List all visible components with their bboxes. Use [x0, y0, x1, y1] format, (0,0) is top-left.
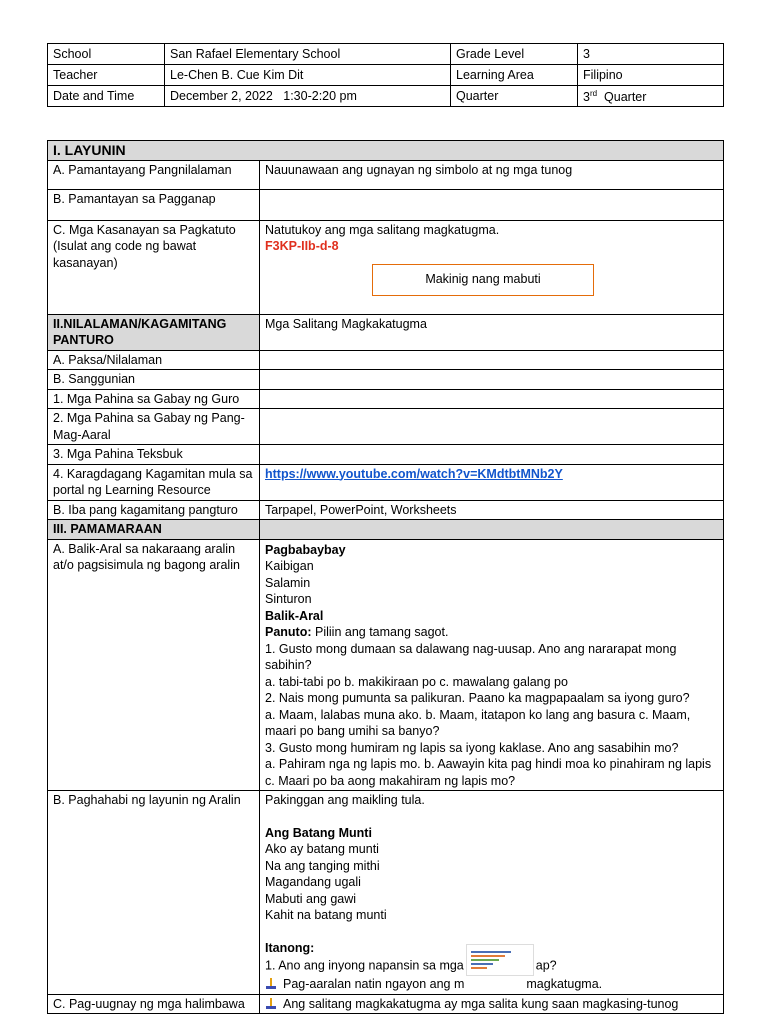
pag-uugnay-label: C. Pag-uugnay ng mga halimbawa	[48, 994, 260, 1014]
arrow-bullet-icon	[265, 978, 277, 990]
teacher-label: Teacher	[48, 65, 165, 86]
balik-aral-label: A. Balik-Aral sa nakaraang aralin at/o pagsisimula ng bagong aralin	[48, 539, 260, 791]
header-row-school	[48, 44, 724, 65]
pagganap-value	[260, 189, 724, 220]
balik-aral-heading: Balik-Aral	[265, 608, 324, 623]
teksbuk-value	[260, 445, 724, 465]
gabay-guro-label: 1. Mga Pahina sa Gabay ng Guro	[48, 389, 260, 409]
question-3: 3. Gusto mong humiram ng lapis sa iyong kaklase. Ano ang sasabihin mo?	[265, 740, 679, 755]
arrow-bullet-icon	[265, 998, 277, 1010]
bullet-text-start: Pag-aaralan natin ngayon ang m	[283, 977, 465, 991]
pag-uugnay-value: Ang salitang magkakatugma ay mga salita kung saan magkasing-tunog	[283, 996, 679, 1011]
paksa-row	[48, 350, 724, 370]
paghahabi-row	[48, 791, 724, 995]
quarter-word: Quarter	[604, 90, 647, 105]
quarter-value	[578, 86, 724, 107]
answer-3: a. Pahiram nga ng lapis mo. b. Aawayin kita pag hindi moa ko pinahiram ng lapis c. Maari po ba aong makahiram ng lapis mo?	[265, 757, 712, 788]
gabay-guro-row	[48, 389, 724, 409]
itanong-q-end: ap?	[535, 958, 557, 973]
panuto-line	[265, 624, 718, 641]
poem-line-2: Na ang tanging mithi	[265, 858, 380, 873]
poem-line-1: Ako ay batang munti	[265, 842, 379, 856]
question-2: 2. Nais mong pumunta sa palikuran. Paano ka magpapaalam sa iyong guro?	[265, 691, 690, 705]
pag-uugnay-bullet	[265, 996, 718, 1013]
spacer-2	[265, 924, 718, 940]
pagganap-row	[48, 189, 724, 220]
pamantayang-row	[48, 160, 724, 189]
paksa-label: A. Paksa/Nilalaman	[48, 350, 260, 370]
word-1: Kaibigan	[265, 559, 314, 573]
word-2: Salamin	[265, 575, 311, 590]
grade-level-label: Grade Level	[451, 44, 578, 65]
kasanayan-value: Natutukoy ang mga salitang magkatugma.	[265, 222, 500, 237]
kasanayan-value-cell	[260, 220, 724, 314]
learning-area-value: Filipino	[578, 65, 724, 86]
lesson-plan-table	[47, 140, 724, 1014]
sanggunian-row	[48, 370, 724, 390]
youtube-link[interactable]: https://www.youtube.com/watch?v=KMdtbtMNb2Y	[265, 466, 563, 481]
iba-label: B. Iba pang kagamitang pangturo	[48, 500, 260, 520]
school-label: School	[48, 44, 165, 65]
nilalaman-value: Mga Salitang Magkakatugma	[260, 314, 724, 350]
poem-line-4: Mabuti ang gawi	[265, 891, 357, 906]
pagganap-label: B. Pamantayan sa Pagganap	[48, 189, 260, 220]
kasanayan-code: F3KP-IIb-d-8	[265, 239, 339, 253]
itanong-question	[265, 956, 718, 976]
grade-level-value: 3	[578, 44, 724, 65]
spacer-1	[265, 809, 718, 825]
iba-row	[48, 500, 724, 520]
paghahabi-bullet	[265, 976, 718, 993]
gabay-mag-row	[48, 409, 724, 445]
quarter-label: Quarter	[451, 86, 578, 107]
makinig-text: Makinig nang mabuti	[425, 272, 541, 287]
header-table	[47, 43, 724, 107]
itanong-label: Itanong:	[265, 940, 315, 955]
quarter-number: 3	[583, 90, 590, 105]
sanggunian-value	[260, 370, 724, 390]
panuto-text: Piliin ang tamang sagot.	[311, 625, 449, 639]
question-1: 1. Gusto mong dumaan sa dalawang nag-uusap. Ano ang nararapat mong sabihin?	[265, 641, 677, 672]
gabay-mag-value	[260, 409, 724, 445]
pamantayang-label: A. Pamantayang Pangnilalaman	[48, 160, 260, 189]
makinig-box	[372, 264, 594, 296]
pagbabaybay-heading: Pagbabaybay	[265, 542, 346, 557]
paghahabi-content	[260, 791, 724, 995]
paghahabi-intro: Pakinggan ang maikling tula.	[265, 793, 425, 807]
karagdagang-label: 4. Karagdagang Kagamitan mula sa portal ng Learning Resource	[48, 464, 260, 500]
pamamaraan-heading: III. PAMAMARAAN	[48, 520, 260, 540]
bullet-text-end: magkatugma.	[526, 977, 603, 991]
learning-area-label: Learning Area	[451, 65, 578, 86]
header-row-date	[48, 86, 724, 107]
quarter-suffix: rd	[589, 89, 598, 99]
poem-line-5: Kahit na batang munti	[265, 908, 387, 922]
sanggunian-label: B. Sanggunian	[48, 370, 260, 390]
teacher-value: Le-Chen B. Cue Kim Dit	[165, 65, 451, 86]
layunin-heading: I. LAYUNIN	[48, 141, 724, 161]
poem-title: Ang Batang Munti	[265, 825, 372, 840]
panuto-label: Panuto:	[265, 625, 312, 639]
pamamaraan-heading-blank	[260, 520, 724, 540]
pamamaraan-heading-row	[48, 520, 724, 540]
karagdagang-row	[48, 464, 724, 500]
pamantayang-value: Nauunawaan ang ugnayan ng simbolo at ng mga tunog	[260, 160, 724, 189]
school-value: San Rafael Elementary School	[165, 44, 451, 65]
kasanayan-row	[48, 220, 724, 314]
gabay-mag-label: 2. Mga Pahina sa Gabay ng Pang-Mag-Aaral	[48, 409, 260, 445]
poem-line-3: Magandang ugali	[265, 875, 361, 889]
gabay-guro-value	[260, 389, 724, 409]
layunin-heading-row	[48, 141, 724, 161]
header-row-teacher	[48, 65, 724, 86]
chart-thumbnail-image	[466, 944, 534, 976]
paksa-value	[260, 350, 724, 370]
answer-2: a. Maam, lalabas muna ako. b. Maam, itatapon ko lang ang basura c. Maam, maari po bang umihi sa banyo?	[265, 707, 691, 738]
karagdagang-value	[260, 464, 724, 500]
pag-uugnay-row	[48, 994, 724, 1014]
itanong-q-start: 1. Ano ang inyong napansin sa mga	[265, 958, 464, 973]
balik-aral-content	[260, 539, 724, 791]
answer-1: a. tabi-tabi po b. makikiraan po c. mawalang galang po	[265, 674, 568, 689]
date-label: Date and Time	[48, 86, 165, 107]
balik-aral-row	[48, 539, 724, 791]
iba-value: Tarpapel, PowerPoint, Worksheets	[260, 500, 724, 520]
date-value: December 2, 2022 1:30-2:20 pm	[165, 86, 451, 107]
nilalaman-row	[48, 314, 724, 350]
nilalaman-label: II.NILALAMAN/KAGAMITANG PANTURO	[48, 314, 260, 350]
teksbuk-label: 3. Mga Pahina Teksbuk	[48, 445, 260, 465]
teksbuk-row	[48, 445, 724, 465]
pag-uugnay-content	[260, 994, 724, 1014]
word-3: Sinturon	[265, 592, 312, 606]
kasanayan-label: C. Mga Kasanayan sa Pagkatuto (Isulat ang code ng bawat kasanayan)	[48, 220, 260, 314]
paghahabi-label: B. Paghahabi ng layunin ng Aralin	[48, 791, 260, 995]
bullet-text	[283, 976, 602, 993]
